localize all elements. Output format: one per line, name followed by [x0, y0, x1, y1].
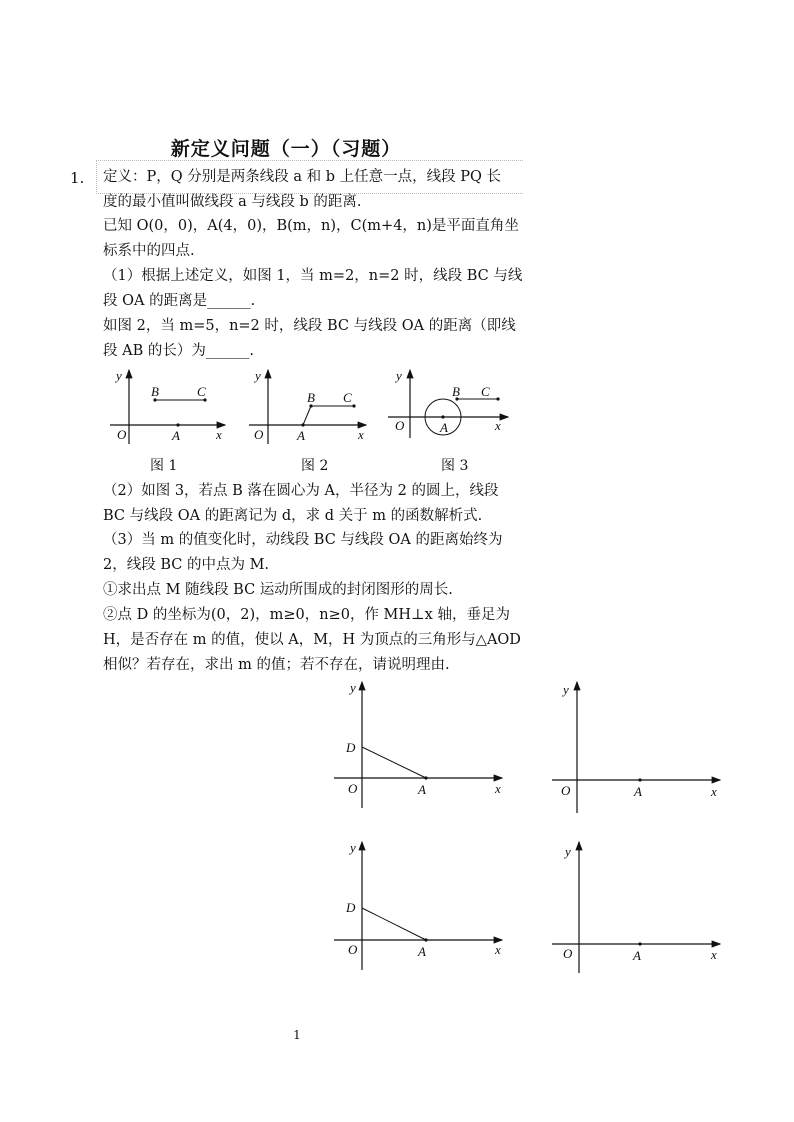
text-line: （2）如图 3，若点 B 落在圆心为 A，半径为 2 的圆上，线段: [103, 483, 499, 499]
origin-label: O: [561, 783, 571, 798]
origin-label: O: [117, 427, 127, 442]
text-line: ②点 D 的坐标为(0，2)，m≥0，n≥0，作 MH⊥x 轴，垂足为: [103, 607, 510, 623]
question-number: 1.: [70, 169, 85, 187]
point-A-label: A: [418, 782, 426, 797]
x-label: x: [711, 947, 717, 962]
y-label: y: [565, 844, 571, 859]
text-line: 标系中的四点.: [103, 243, 195, 259]
page-number: 1: [293, 1028, 301, 1042]
text-line: 相似？若存在，求出 m 的值；若不存在，请说明理由.: [103, 657, 450, 673]
figure-1-caption: 图 1: [150, 458, 178, 474]
point-C-label: C: [343, 390, 352, 405]
origin-label: O: [348, 942, 358, 957]
text-line: 如图 2，当 m=5，n=2 时，线段 BC 与线段 OA 的距离（即线: [103, 318, 516, 334]
point-A-label: A: [633, 948, 641, 963]
work-graph-2: [548, 678, 728, 813]
y-label: y: [255, 368, 261, 383]
y-label: y: [396, 368, 402, 383]
y-label: y: [350, 840, 356, 855]
point-A-label: A: [418, 944, 426, 959]
text-line: ①求出点 M 随线段 BC 运动所围成的封闭图形的周长.: [103, 582, 453, 598]
figure-3: [384, 366, 514, 451]
text-line: BC 与线段 OA 的距离记为 d，求 d 关于 m 的函数解析式.: [103, 508, 483, 524]
x-label: x: [495, 781, 501, 796]
origin-label: O: [395, 418, 405, 433]
point-C-label: C: [197, 384, 206, 399]
point-C-label: C: [481, 384, 490, 399]
x-label: x: [495, 418, 501, 433]
figure-2-caption: 图 2: [301, 458, 329, 474]
text-line: 2，线段 BC 的中点为 M.: [103, 557, 270, 573]
point-A-label: A: [297, 428, 305, 443]
x-label: x: [711, 784, 717, 799]
point-B-label: B: [452, 384, 460, 399]
x-label: x: [216, 427, 222, 442]
text-line: 度的最小值叫做线段 a 与线段 b 的距离.: [103, 194, 362, 210]
y-label: y: [116, 368, 122, 383]
text-line: 段 OA 的距离是______.: [103, 293, 256, 309]
work-graph-4: [548, 838, 728, 973]
origin-label: O: [254, 427, 264, 442]
y-label: y: [350, 680, 356, 695]
origin-label: O: [563, 946, 573, 961]
work-graph-3: [330, 838, 510, 970]
point-A-label: A: [634, 784, 642, 799]
point-B-label: B: [151, 384, 159, 399]
x-label: x: [358, 427, 364, 442]
text-line: 已知 O(0，0)，A(4，0)，B(m，n)，C(m+4，n)是平面直角坐: [103, 218, 519, 234]
text-line: 定义：P，Q 分别是两条线段 a 和 b 上任意一点，线段 PQ 长: [103, 169, 501, 185]
text-line: （3）当 m 的值变化时，动线段 BC 与线段 OA 的距离始终为: [103, 532, 503, 548]
figure-1: [105, 366, 235, 451]
figure-3-caption: 图 3: [441, 458, 469, 474]
point-A-label: A: [172, 428, 180, 443]
x-label: x: [495, 942, 501, 957]
text-line: H，是否存在 m 的值，使以 A，M，H 为顶点的三角形与△AOD: [103, 632, 521, 648]
figure-2: [244, 366, 374, 451]
origin-label: O: [348, 781, 358, 796]
point-D-label: D: [346, 740, 356, 755]
point-A-label: A: [440, 420, 448, 435]
text-line: 段 AB 的长）为______.: [103, 343, 254, 359]
point-B-label: B: [307, 390, 315, 405]
work-graph-1: [330, 678, 510, 808]
page-title: 新定义问题（一）（习题）: [170, 138, 402, 160]
point-D-label: D: [346, 900, 356, 915]
text-line: （1）根据上述定义，如图 1，当 m=2，n=2 时，线段 BC 与线: [103, 268, 523, 284]
y-label: y: [563, 682, 569, 697]
